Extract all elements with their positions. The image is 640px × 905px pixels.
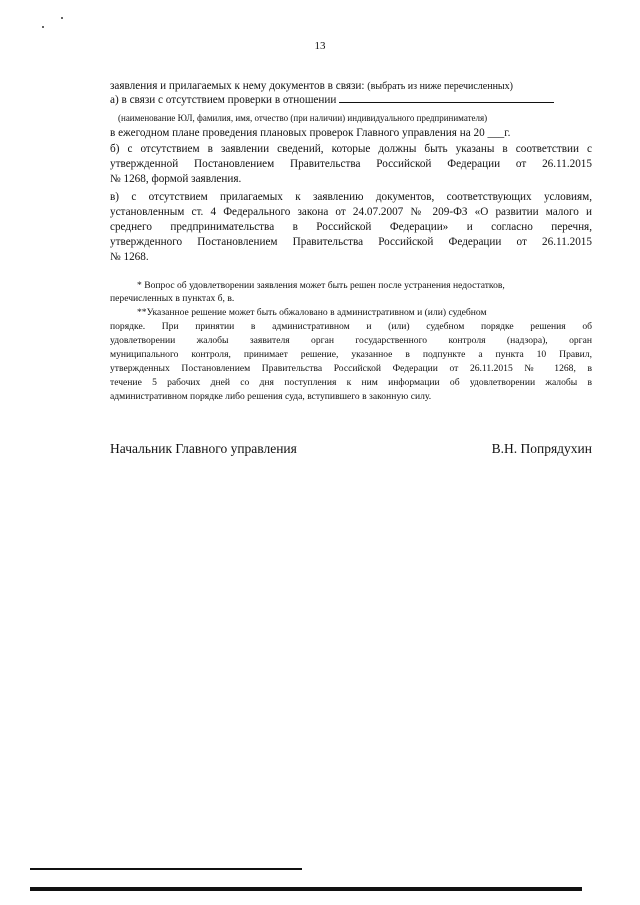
intro-text: заявления и прилагаемых к нему документов в связи:	[110, 80, 365, 92]
signatory-name: В.Н. Попрядухин	[491, 441, 592, 456]
note-2-line-7: административном порядке либо решения суда, вступившего в законную силу.	[110, 391, 432, 402]
item-a-text: а) в связи с отсутствием проверки в отношении	[110, 94, 337, 106]
note-1-line-2: перечисленных в пунктах б, в.	[110, 293, 235, 304]
note-2-line-2: порядке. При принятии в административном и (или) судебном порядке решения об	[110, 321, 592, 332]
note-2-line-3: удовлетворении жалобы заявителя орган государственного контроля (надзора), орган	[110, 335, 592, 346]
note-1-line-1: * Вопрос об удовлетворении заявления может быть решен после устранения недостатков,	[137, 280, 505, 291]
item-b-line-1: б) с отсутствием в заявлении сведений, которые должны быть указаны в соответствии с	[110, 143, 592, 155]
item-b-line-2: утвержденной Постановлением Правительства Российской Федерации от 26.11.2015	[110, 158, 592, 170]
signatory-title: Начальник Главного управления	[110, 441, 297, 456]
item-c-line-4: утвержденного Постановлением Правительства Российской Федерации от 26.11.2015	[110, 236, 592, 248]
intro-line	[110, 79, 513, 94]
item-a-blank	[339, 102, 554, 103]
note-2-line-1: **Указанное решение может быть обжаловано в административном и (или) судебном	[137, 307, 487, 318]
scan-edge-bar	[30, 887, 582, 891]
item-c-line-1: в) с отсутствием прилагаемых к заявлению документов, соответствующих условиям,	[110, 191, 592, 203]
item-a-continuation: в ежегодном плане проведения плановых проверок Главного управления на 20 ___г.	[110, 127, 511, 139]
intro-note: (выбрать из ниже перечисленных)	[367, 81, 513, 92]
item-a-line	[110, 93, 554, 107]
note-2-line-4: муниципального контроля, принимает решение, указанное в подпункте а пункта 10 Правил,	[110, 349, 592, 360]
scan-edge-bar	[30, 868, 302, 870]
note-2-line-6: течение 5 рабочих дней со дня поступления к ним информации об удовлетворении жалобы в	[110, 377, 592, 388]
item-c-line-2: установленным ст. 4 Федерального закона от 24.07.2007 № 209-ФЗ «О развитии малого и	[110, 206, 592, 218]
item-c-line-3: среднего предпринимательства в Российской Федерации» и согласно перечня,	[110, 221, 592, 233]
note-2-line-5: утвержденных Постановлением Правительства Российской Федерации от 26.11.2015 № 1268, в	[110, 363, 592, 374]
item-a-caption: (наименование ЮЛ, фамилия, имя, отчество (при наличии) индивидуального предпринимателя)	[118, 113, 488, 123]
item-b-line-3: № 1268, формой заявления.	[110, 173, 242, 185]
item-c-line-5: № 1268.	[110, 251, 149, 263]
page-number: 13	[314, 40, 326, 52]
scan-speck	[42, 26, 44, 28]
scan-speck	[61, 17, 63, 19]
